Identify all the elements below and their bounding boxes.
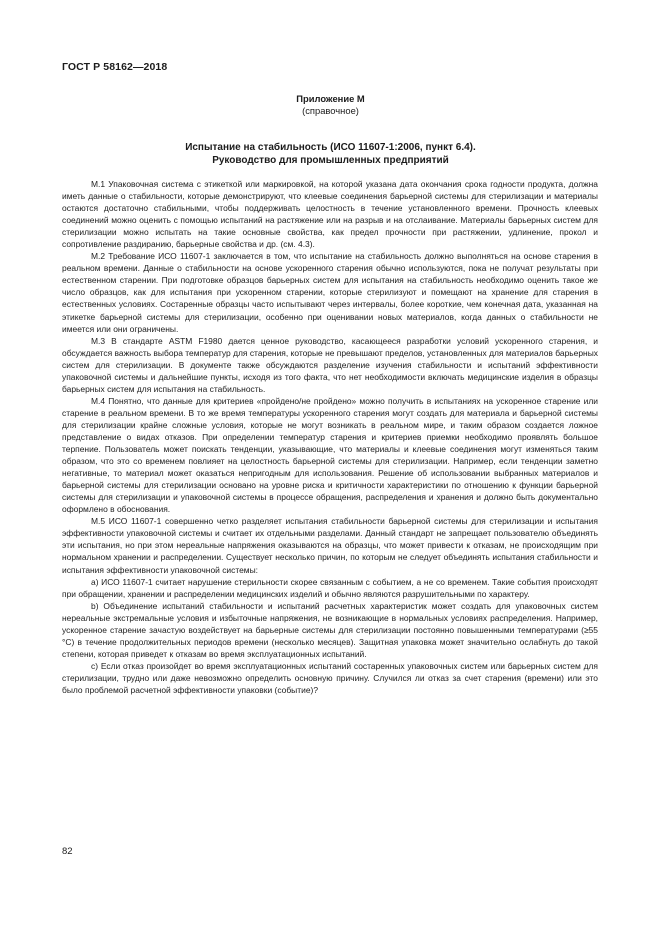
section-title-line2: Руководство для промышленных предприятий [212,155,449,166]
paragraph-m5: М.5 ИСО 11607-1 совершенно четко разделяет испытания стабильности барьерной системы для стерилизации и испытания эффективности упаковочной системы и считает их отдельными разделами. Данный стандарт не запрещает пользователю объединять эти испытания, но при этом нереальные напряжения оказываются на образцы, что может привести к отказам, не происходящим при нормальном хранении и распределении. Существует несколько причин, по которым не следует объединять испытания стабильности и испытания эффективности упаковочной системы: [62,516,598,575]
body-text [62,178,598,696]
paragraph-m2: М.2 Требование ИСО 11607-1 заключается в том, что испытание на стабильность должно выполняться на основе старения в реальном времени. Данные о стабильности на основе ускоренного старения обычно используются, пока не получат результаты при естественном старении. При подготовке образцов барьерных систем для испытания на стабильность необходимо оценить такое же число образцов, как для испытания при ускоренном старении, которые стерилизуют и помещают на хранение для старения в естественных условиях. Состаренные образцы часто испытывают через интервалы, более короткие, чем конечная дата, указанная на этикетке барьерной системы для стерилизации, особенно при оценивании новых материалов, когда данных о стабильности не имеется или они ограничены. [62,251,598,334]
appendix-type: (справочное) [302,105,359,116]
list-item-b: b) Объединение испытаний стабильности и испытаний расчетных характеристик может создать для упаковочных систем нереальные экстремальные условия и избыточные напряжения, не возникающие в нормальных условиях распределения. Например, ускоренное старение зачастую воздействует на барьерные системы для стерилизации постоянно повышенными температурами (≥55 °С) в течение продолжительных периодов времени (несколько месяцев). Защитная упаковка может значительно ослабнуть до такой степени, которая приведет к отказам во время эксплуатационных испытаний. [62,600,598,659]
paragraph-m4: М.4 Понятно, что данные для критериев «пройдено/не пройдено» можно получить в испытаниях на ускоренное старение или старение в реальном времени. В то же время температуры ускоренного старения могут создать для материала и барьерной системы для стерилизации крайне сложные условия, которые не могут возникать в реальном мире, и таким образом создается ложное представление о видах отказов. При определении температур старения и критериев приемки необходимо проявлять большое терпение. Пользователь может поискать тенденции, указывающие, что материалы и клеевые соединения могут изменяться таким образом, что это со временем повлияет на целостность барьерной системы для стерилизации. Например, если тенденции заметно негативные, то материал может оказаться непригодным для использования. Решение об использовании выбранных материалов и барьерной системы для стерилизации основано на уровне риска и критичности характеристики по отношению к функции барьерной системы для стерилизации и упаковочной системы в процессе обращения, распределения и хранения и должно быть документально оформлено в обоснования. [62,395,598,515]
paragraph-m3: М.3 В стандарте ASTM F1980 дается ценное руководство, касающееся разработки условий ускоренного старения, и обсуждается важность выбора температур для старения, которые не превышают пределов, установленных для материалов барьерных систем для стерилизации. В документе также обсуждаются разделение изучения стабильности и испытаний эффективности упаковочной системы и дальнейшие пункты, исходя из того факта, что нет необходимости включать медицинские изделия в образцы барьерных систем для испытания на стабильность. [62,335,599,394]
list-item-c: с) Если отказ произойдет во время эксплуатационных испытаний состаренных упаковочных систем или барьерных систем для стерилизации, трудно или даже невозможно определить основную причину. Случился ли отказ за счет старения (времени) или это было проблемой расчетной эффективности упаковки (событие)? [62,660,598,695]
section-title-line1: Испытание на стабильность (ИСО 11607-1:2006, пункт 6.4). [185,142,476,153]
paragraph-m1: М.1 Упаковочная система с этикеткой или маркировкой, на которой указана дата окончания срока годности продукта, должна иметь данные о стабильности, которые демонстрируют, что клеевые соединения барьерной системы для стерилизации и материалы остаются достаточно стабильными, чтобы поддерживать целостность в течение установленного времени. Прочность клеевых соединений можно оценить с помощью испытаний на растяжение или на разрыв и на отслаивание. Материалы барьерных систем для стерилизации можно испытать на такие основные свойства, как предел прочности при растяжении, удлинение, прокол и сопротивление раздиранию, барьерные свойства и др. (см. 4.3). [62,179,598,250]
appendix-label: Приложение М [296,93,365,104]
page-number: 82 [62,846,73,857]
standard-designation: ГОСТ Р 58162—2018 [62,61,168,73]
list-item-a: а) ИСО 11607-1 считает нарушение стерильности скорее связанным с событием, а не со временем. Такие события происходят при обращении, хранении и распределении медицинских изделий и обычно являются разрушительными по характеру. [62,576,598,599]
